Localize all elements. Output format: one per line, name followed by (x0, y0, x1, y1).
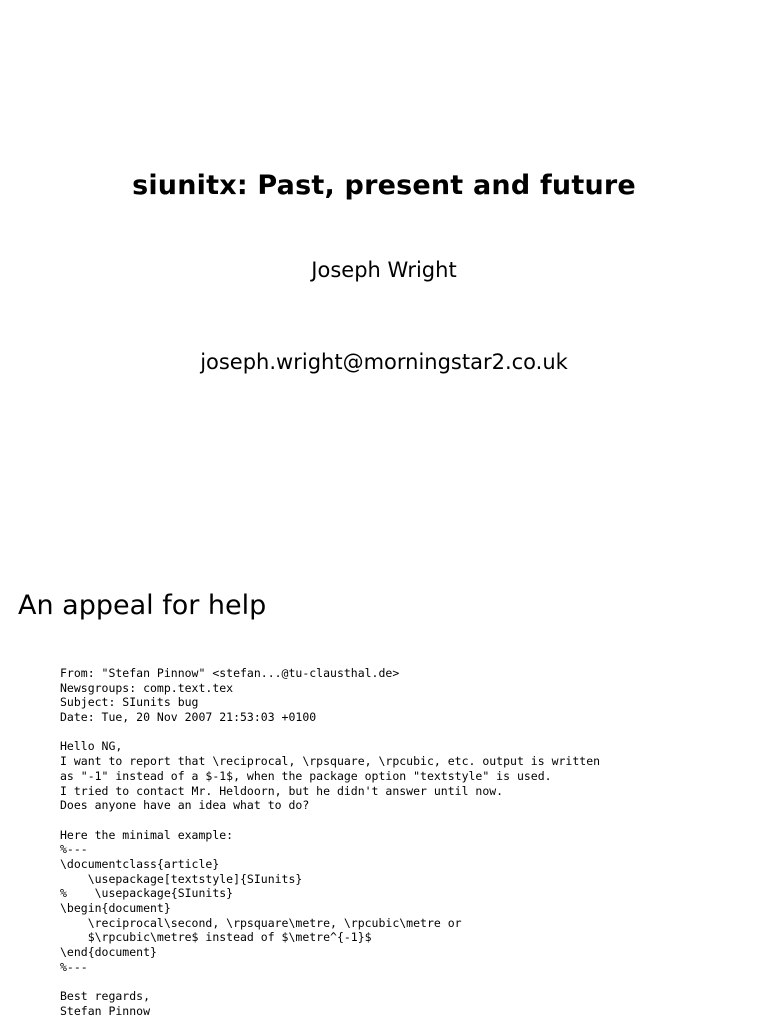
post-line-body: Here the minimal example: (60, 827, 234, 842)
post-line-code: % \usepackage{SIunits} (60, 886, 234, 901)
post-line-signoff: Best regards, (60, 989, 151, 1004)
post-line-greeting: Hello NG, (60, 739, 123, 754)
post-line-body: I tried to contact Mr. Heldoorn, but he didn't answer until now. (60, 783, 504, 798)
author-email: joseph.wright@morningstar2.co.uk (200, 350, 568, 374)
post-line-code: \begin{document} (60, 901, 171, 915)
post-line-code: \usepackage[textstyle]{SIunits} (60, 871, 303, 886)
post-line-subject: Subject: SIunits bug (60, 695, 199, 710)
presentation-title: siunitx: Past, present and future (132, 170, 636, 201)
newsgroup-post (60, 666, 600, 1019)
post-line-code: %--- (60, 959, 88, 974)
post-line-blank (60, 974, 600, 989)
author-name: Joseph Wright (311, 258, 457, 282)
slide-heading: An appeal for help (18, 590, 267, 621)
post-line-newsgroups: Newsgroups: comp.text.tex (60, 680, 234, 695)
post-line-code: \end{document} (60, 945, 157, 960)
post-line-code: \documentclass{article} (60, 856, 220, 871)
post-line-blank (60, 725, 600, 740)
post-line-signature: Stefan Pinnow (60, 1003, 151, 1018)
post-line-body: I want to report that \reciprocal, \rpsquare, \rpcubic, etc. output is written (60, 754, 601, 769)
post-line-from: From: "Stefan Pinnow" <stefan...@tu-clausthal.de> (60, 666, 400, 680)
post-line-body: as "-1" instead of a $-1$, when the package option "textstyle" is used. (60, 768, 552, 783)
post-line-blank (60, 813, 600, 828)
post-line-code: $\rpcubic\metre$ instead of $\metre^{-1}$ (60, 930, 372, 945)
post-line-code: \reciprocal\second, \rpsquare\metre, \rpcubic\metre or (60, 915, 462, 930)
post-line-date: Date: Tue, 20 Nov 2007 21:53:03 +0100 (60, 710, 317, 725)
post-line-body: Does anyone have an idea what to do? (60, 798, 310, 813)
post-line-code: %--- (60, 842, 88, 857)
